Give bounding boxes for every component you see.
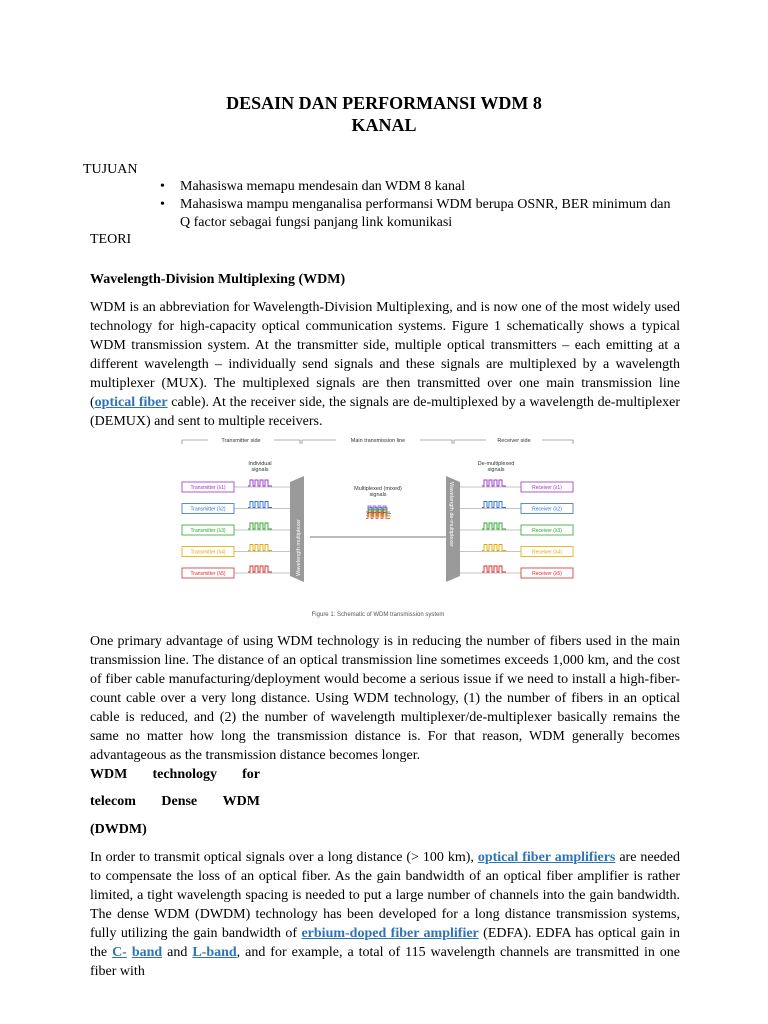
- receiver-label: Receiver (λ3): [532, 528, 562, 534]
- rx-signal-pulse: [482, 502, 506, 508]
- c-band-link[interactable]: C-: [112, 945, 127, 960]
- title-line-1: DESAIN DAN PERFORMANSI WDM 8: [226, 93, 542, 113]
- rx-signal-pulse: [482, 566, 506, 572]
- section-heading-dwdm-line-1: [90, 767, 260, 783]
- optical-fiber-amplifiers-link[interactable]: optical fiber amplifiers: [477, 850, 616, 865]
- rx-signal-pulse: [482, 545, 506, 551]
- heading-word: for: [242, 767, 260, 782]
- individual-signals-label: Individual: [248, 461, 272, 467]
- demux-signals-label: De-multiplexed: [477, 461, 515, 467]
- receiver-label: Receiver (λ4): [532, 549, 562, 556]
- receiver-label: Receiver (λ2): [532, 506, 562, 513]
- mixed-signals-label: signals: [369, 492, 387, 498]
- transmitter-label: Transmitter (λ5): [190, 571, 226, 577]
- paragraph-text: In order to transmit optical signals over a long distance (> 100 km),: [90, 850, 478, 865]
- bullet-icon: •: [160, 197, 165, 212]
- transmitter-label: Transmitter (λ4): [190, 549, 226, 556]
- list-item-text: Mahasiswa mampu menganalisa performansi WDM berupa OSNR, BER minimum dan Q factor sebagai fungsi panjang link komunikasi: [180, 197, 671, 230]
- demux-label: Wavelength de-multiplexer: [448, 482, 454, 547]
- rx-signal-pulse: [482, 523, 506, 529]
- band-link[interactable]: band: [131, 945, 163, 960]
- section-heading-dwdm-line-3: (DWDM): [90, 822, 147, 837]
- paragraph-text: (EDFA). EDFA has optical gain in the: [90, 926, 681, 960]
- header-receiver-side: Receiver side: [497, 438, 531, 444]
- section-heading-wdm: Wavelength-Division Multiplexing (WDM): [90, 272, 346, 287]
- paragraph-text: cable). At the receiver side, the signals are de-multiplexed by a wavelength de-multiplexer (DEMUX) and sent to multiple receivers.: [90, 395, 680, 429]
- heading-word: WDM: [222, 794, 260, 809]
- transmitter-label: Transmitter (λ3): [190, 528, 226, 534]
- paragraph-text: are needed to compensate the loss of an optical fiber. As the gain bandwidth of an optical fiber amplifier is rather limited, a tight wavelength spacing is needed to put a large number of channels into the gain bandwidth. The dense WDM (DWDM) technology has been developed for a long distance transmission systems, fully utilizing the gain bandwidth of: [90, 850, 681, 941]
- individual-signals-label: signals: [251, 467, 269, 473]
- title-line-2: KANAL: [351, 115, 417, 135]
- receiver-label: Receiver (λ1): [532, 485, 562, 491]
- list-item: [160, 196, 680, 232]
- demux-signals-label: signals: [487, 467, 505, 473]
- transmitter-label: Transmitter (λ2): [190, 506, 226, 513]
- paragraph-dwdm: [90, 848, 680, 981]
- l-band-link[interactable]: L-band: [192, 945, 237, 960]
- transmitter-label: Transmitter (λ1): [190, 485, 226, 491]
- heading-word: telecom: [90, 794, 136, 809]
- receiver-label: Receiver (λ5): [532, 571, 562, 577]
- paragraph-wdm-intro: [90, 298, 680, 431]
- paragraph-text: WDM is an abbreviation for Wavelength-Division Multiplexing, and is now one of the most widely used technology for high-capacity optical communication systems. Figure 1 schematically shows a typical WDM transmission system. At the transmitter side, multiple optical transmitters – each emitting at a different wavelength – individually send signals and these signals are multiplexed by a wavelength multiplexer (MUX). The multiplexed signals are then transmitted over one main transmission line (: [90, 300, 680, 410]
- tx-signal-pulse: [248, 480, 272, 486]
- rx-signal-pulse: [482, 480, 506, 486]
- mux-label: Wavelength multiplexer: [296, 519, 302, 576]
- list-item-text: Mahasiswa memapu mendesain dan WDM 8 kanal: [180, 179, 466, 194]
- header-transmitter-side: Transmitter side: [221, 438, 261, 444]
- figure-caption: Figure 1: Schematic of WDM transmission system: [311, 612, 445, 618]
- objective-list: [160, 178, 680, 232]
- document-title: [0, 92, 768, 136]
- mixed-signals-label: Multiplexed (mixed): [354, 486, 402, 492]
- tujuan-label: TUJUAN: [83, 162, 138, 177]
- edfa-link[interactable]: erbium-doped fiber amplifier: [301, 926, 479, 941]
- heading-word: WDM: [90, 767, 128, 782]
- tx-signal-pulse: [248, 523, 272, 529]
- list-item: [160, 178, 680, 196]
- teori-label: TEORI: [90, 232, 132, 247]
- optical-fiber-link[interactable]: optical fiber: [94, 395, 168, 410]
- heading-word: Dense: [161, 794, 198, 809]
- header-main-line: Main transmission line: [350, 438, 406, 444]
- paragraph-wdm-advantage: One primary advantage of using WDM technology is in reducing the number of fibers used in the main transmission line. The distance of an optical transmission line sometimes exceeds 1,000 km, and the cost of fiber cable manufacturing/deployment would become a serious issue if we need to install a high-fiber-count cable over a very long distance. Using WDM technology, (1) the number of fibers in an optical cable is reduced, and (2) the number of wavelength multiplexer/de-multiplexer basically remains the same no matter how long the transmission distance is. For that reason, WDM generally becomes advantageous as the transmission distance becomes longer.: [90, 634, 680, 763]
- paragraph-text: and: [162, 945, 193, 960]
- tx-signal-pulse: [248, 566, 272, 572]
- section-heading-dwdm-line-2: [90, 794, 260, 810]
- bullet-icon: •: [160, 179, 165, 194]
- wdm-schematic-figure: [180, 436, 575, 620]
- heading-word: technology: [152, 767, 217, 782]
- paragraph-text: , and for example, a total of 115 wavelength channels are transmitted in one fiber with: [90, 945, 681, 979]
- tx-signal-pulse: [248, 502, 272, 508]
- tx-signal-pulse: [248, 545, 272, 551]
